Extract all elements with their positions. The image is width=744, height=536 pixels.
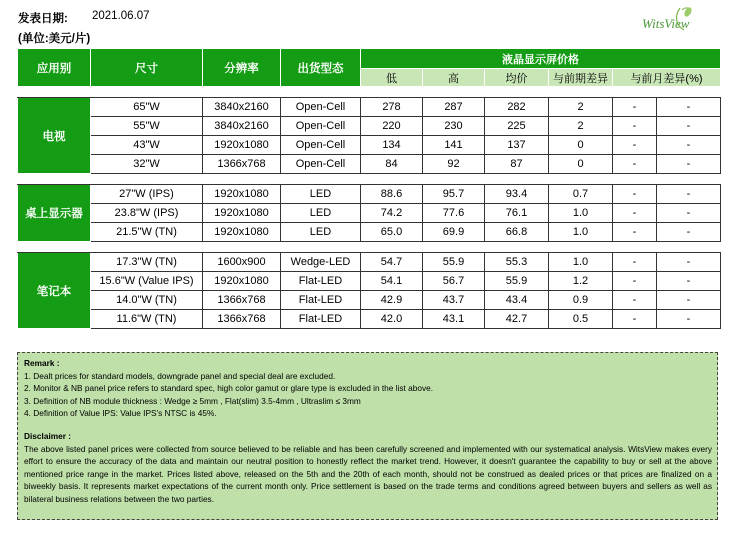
cell-m2: - bbox=[657, 310, 721, 329]
cell-m1: - bbox=[613, 310, 657, 329]
remark-box bbox=[17, 352, 718, 520]
cell-low: 74.2 bbox=[361, 204, 423, 223]
cell-size: 17.3"W (TN) bbox=[91, 253, 203, 272]
cell-m2: - bbox=[657, 223, 721, 242]
remark-line: 1. Dealt prices for standard models, downgrade panel and special deal are excluded. bbox=[24, 370, 336, 381]
cell-res: 3840x2160 bbox=[203, 117, 281, 136]
cell-low: 42.0 bbox=[361, 310, 423, 329]
table-row bbox=[18, 310, 721, 329]
group-label: 桌上显示器 bbox=[18, 185, 91, 242]
unit-label: (单位:美元/片) bbox=[18, 33, 91, 45]
cell-diff: 2 bbox=[549, 117, 613, 136]
cell-avg: 282 bbox=[485, 98, 549, 117]
publish-date-label: 发表日期: bbox=[18, 13, 68, 25]
cell-avg: 42.7 bbox=[485, 310, 549, 329]
cell-m1: - bbox=[613, 136, 657, 155]
col-high: 高 bbox=[423, 69, 485, 87]
col-low: 低 bbox=[361, 69, 423, 87]
col-avg: 均价 bbox=[485, 69, 549, 87]
cell-low: 278 bbox=[361, 98, 423, 117]
remark-line: 2. Monitor & NB panel price refers to standard spec, high color gamut or glare type is excluded in the list above. bbox=[24, 383, 434, 394]
cell-diff: 0.9 bbox=[549, 291, 613, 310]
cell-m2: - bbox=[657, 155, 721, 174]
cell-avg: 93.4 bbox=[485, 185, 549, 204]
cell-low: 88.6 bbox=[361, 185, 423, 204]
cell-type: Open-Cell bbox=[281, 155, 361, 174]
cell-m2: - bbox=[657, 204, 721, 223]
table-row bbox=[18, 253, 721, 272]
cell-diff: 0 bbox=[549, 136, 613, 155]
cell-m1: - bbox=[613, 155, 657, 174]
col-diff-prev: 与前期差异 bbox=[549, 69, 613, 87]
cell-type: Open-Cell bbox=[281, 98, 361, 117]
cell-type: Open-Cell bbox=[281, 117, 361, 136]
cell-m1: - bbox=[613, 185, 657, 204]
cell-m1: - bbox=[613, 253, 657, 272]
cell-high: 230 bbox=[423, 117, 485, 136]
cell-m1: - bbox=[613, 272, 657, 291]
group-spacer bbox=[18, 242, 721, 253]
logo-text: WitsView bbox=[642, 16, 690, 31]
cell-avg: 76.1 bbox=[485, 204, 549, 223]
cell-type: Open-Cell bbox=[281, 136, 361, 155]
cell-m1: - bbox=[613, 98, 657, 117]
remark-title: Remark : bbox=[24, 358, 60, 368]
cell-size: 15.6"W (Value IPS) bbox=[91, 272, 203, 291]
group-spacer bbox=[18, 87, 721, 98]
cell-high: 77.6 bbox=[423, 204, 485, 223]
group-spacer bbox=[18, 174, 721, 185]
cell-size: 21.5"W (TN) bbox=[91, 223, 203, 242]
cell-avg: 66.8 bbox=[485, 223, 549, 242]
cell-avg: 55.9 bbox=[485, 272, 549, 291]
cell-m1: - bbox=[613, 291, 657, 310]
cell-res: 1366x768 bbox=[203, 310, 281, 329]
col-shipment: 出货型态 bbox=[281, 49, 361, 87]
cell-type: LED bbox=[281, 223, 361, 242]
cell-low: 42.9 bbox=[361, 291, 423, 310]
cell-res: 1920x1080 bbox=[203, 223, 281, 242]
cell-high: 95.7 bbox=[423, 185, 485, 204]
table-row bbox=[18, 98, 721, 117]
table-row bbox=[18, 155, 721, 174]
cell-diff: 0 bbox=[549, 155, 613, 174]
cell-high: 56.7 bbox=[423, 272, 485, 291]
cell-low: 134 bbox=[361, 136, 423, 155]
cell-diff: 0.7 bbox=[549, 185, 613, 204]
cell-high: 55.9 bbox=[423, 253, 485, 272]
cell-diff: 1.0 bbox=[549, 204, 613, 223]
cell-avg: 43.4 bbox=[485, 291, 549, 310]
cell-m1: - bbox=[613, 117, 657, 136]
cell-low: 220 bbox=[361, 117, 423, 136]
cell-type: Flat-LED bbox=[281, 291, 361, 310]
cell-size: 11.6"W (TN) bbox=[91, 310, 203, 329]
cell-diff: 1.0 bbox=[549, 253, 613, 272]
cell-avg: 225 bbox=[485, 117, 549, 136]
remark-line: 4. Definition of Value IPS: Value IPS's NTSC is 45%. bbox=[24, 408, 217, 419]
cell-type: Flat-LED bbox=[281, 310, 361, 329]
cell-avg: 55.3 bbox=[485, 253, 549, 272]
disclaimer-title: Disclaimer : bbox=[24, 430, 72, 441]
col-price-group: 液晶显示屏价格 bbox=[361, 49, 721, 69]
disclaimer-text: The above listed panel prices were collected from source believed to be reliable and has been carefully screened and implemented with our systematical analysis. WitsView makes every effort to ensure the accuracy of the data and maintain our neutral position to honestly reflect the market trend. However, it doesn't guarantee the capability to buy or sell at the above mentioned price range in the market. Prices listed above, released on the 5th and the 20th of each month, should not be construed as dealed prices or that prices are finalized on a biweekly basis. It represents market expectations of the current month only. Price settlement is based on the trade terms and conditions agreed between buyers and sellers as well as bilateral business relations between the two parties. bbox=[24, 443, 712, 504]
cell-diff: 0.5 bbox=[549, 310, 613, 329]
col-diff-prev-month: 与前月差异(%) bbox=[613, 69, 721, 87]
cell-low: 65.0 bbox=[361, 223, 423, 242]
table-row bbox=[18, 204, 721, 223]
cell-res: 1600x900 bbox=[203, 253, 281, 272]
cell-type: LED bbox=[281, 185, 361, 204]
cell-type: Flat-LED bbox=[281, 272, 361, 291]
publish-date-value: 2021.06.07 bbox=[92, 10, 150, 22]
cell-res: 3840x2160 bbox=[203, 98, 281, 117]
cell-avg: 137 bbox=[485, 136, 549, 155]
col-app: 应用别 bbox=[18, 49, 91, 87]
cell-m2: - bbox=[657, 253, 721, 272]
cell-avg: 87 bbox=[485, 155, 549, 174]
cell-m1: - bbox=[613, 204, 657, 223]
cell-m1: - bbox=[613, 223, 657, 242]
cell-size: 55"W bbox=[91, 117, 203, 136]
table-row bbox=[18, 272, 721, 291]
cell-m2: - bbox=[657, 272, 721, 291]
cell-res: 1920x1080 bbox=[203, 185, 281, 204]
table-row bbox=[18, 136, 721, 155]
cell-high: 43.1 bbox=[423, 310, 485, 329]
group-label: 笔记本 bbox=[18, 253, 91, 329]
group-label: 电视 bbox=[18, 98, 91, 174]
cell-low: 84 bbox=[361, 155, 423, 174]
cell-diff: 1.2 bbox=[549, 272, 613, 291]
col-size: 尺寸 bbox=[91, 49, 203, 87]
witsview-logo bbox=[638, 4, 708, 40]
cell-m2: - bbox=[657, 117, 721, 136]
table-row bbox=[18, 223, 721, 242]
cell-m2: - bbox=[657, 185, 721, 204]
cell-size: 27"W (IPS) bbox=[91, 185, 203, 204]
col-resolution: 分辨率 bbox=[203, 49, 281, 87]
table-row bbox=[18, 117, 721, 136]
cell-size: 43"W bbox=[91, 136, 203, 155]
cell-low: 54.7 bbox=[361, 253, 423, 272]
cell-m2: - bbox=[657, 136, 721, 155]
cell-diff: 1.0 bbox=[549, 223, 613, 242]
cell-res: 1366x768 bbox=[203, 155, 281, 174]
cell-high: 287 bbox=[423, 98, 485, 117]
cell-low: 54.1 bbox=[361, 272, 423, 291]
cell-res: 1920x1080 bbox=[203, 136, 281, 155]
cell-m2: - bbox=[657, 98, 721, 117]
cell-type: Wedge-LED bbox=[281, 253, 361, 272]
table-row bbox=[18, 185, 721, 204]
price-table bbox=[17, 48, 721, 329]
cell-m2: - bbox=[657, 291, 721, 310]
cell-res: 1366x768 bbox=[203, 291, 281, 310]
remark-line: 3. Definition of NB module thickness : Wedge ≥ 5mm , Flat(slim) 3.5-4mm , Ultraslim ≤ 3mm bbox=[24, 395, 361, 406]
cell-res: 1920x1080 bbox=[203, 272, 281, 291]
cell-size: 14.0"W (TN) bbox=[91, 291, 203, 310]
cell-size: 32"W bbox=[91, 155, 203, 174]
cell-high: 43.7 bbox=[423, 291, 485, 310]
table-row bbox=[18, 291, 721, 310]
cell-type: LED bbox=[281, 204, 361, 223]
cell-high: 92 bbox=[423, 155, 485, 174]
cell-diff: 2 bbox=[549, 98, 613, 117]
cell-high: 69.9 bbox=[423, 223, 485, 242]
cell-high: 141 bbox=[423, 136, 485, 155]
cell-size: 65"W bbox=[91, 98, 203, 117]
cell-size: 23.8"W (IPS) bbox=[91, 204, 203, 223]
cell-res: 1920x1080 bbox=[203, 204, 281, 223]
